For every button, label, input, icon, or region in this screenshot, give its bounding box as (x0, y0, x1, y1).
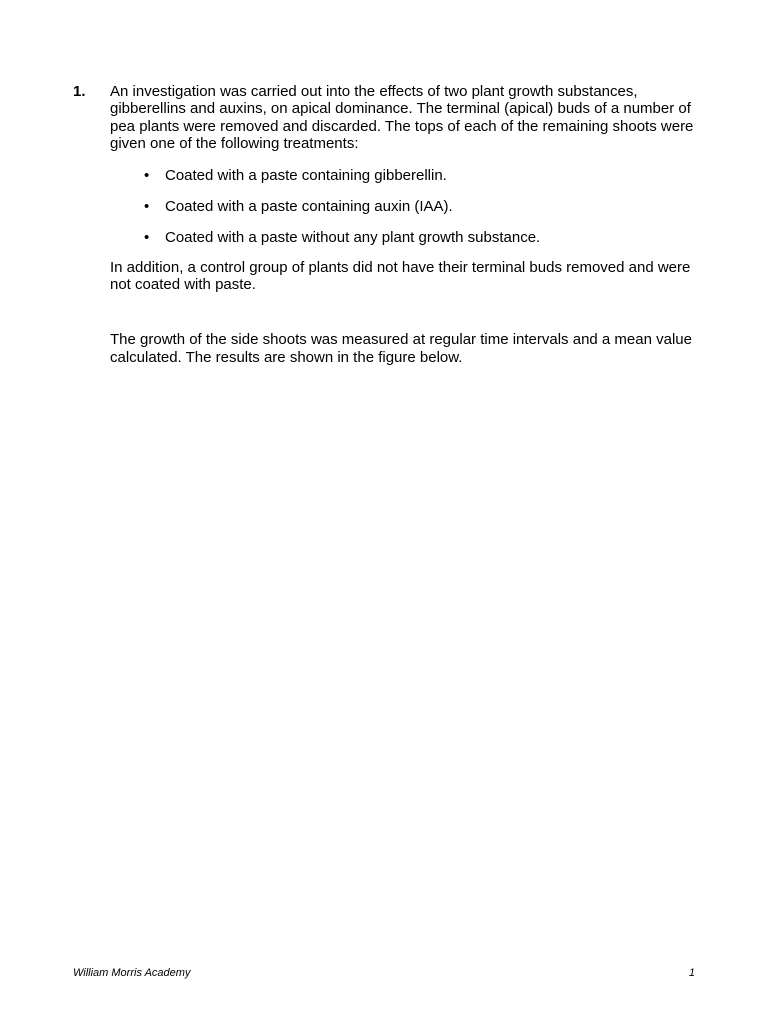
bullet-icon: • (144, 197, 150, 215)
footer-school-name: William Morris Academy (73, 967, 191, 979)
bullet-icon: • (144, 228, 150, 246)
footer-page-number: 1 (688, 967, 695, 979)
bullet-icon: • (144, 166, 150, 184)
treatment-list (110, 167, 710, 247)
control-group-paragraph: In addition, a control group of plants did not have their terminal buds removed and were not coated with paste. (110, 258, 691, 294)
question-intro: An investigation was carried out into the effects of two plant growth substances, gibberellins and auxins, on apical dominance. The terminal (apical) buds of a number of pea plants were removed and discarded. The tops of each of the remaining shoots were given one of the following treatments: (110, 83, 694, 153)
list-item (110, 167, 710, 185)
list-item (110, 229, 710, 247)
results-paragraph: The growth of the side shoots was measured at regular time intervals and a mean value calculated. The results are shown in the figure below. (110, 331, 692, 366)
list-item (110, 198, 710, 216)
treatment-text: Coated with a paste without any plant growth substance. (165, 228, 541, 246)
question-body (110, 83, 710, 366)
treatment-text: Coated with a paste containing gibberellin. (165, 166, 447, 184)
treatment-text: Coated with a paste containing auxin (IAA). (165, 197, 453, 215)
question-number: 1. (73, 83, 86, 100)
